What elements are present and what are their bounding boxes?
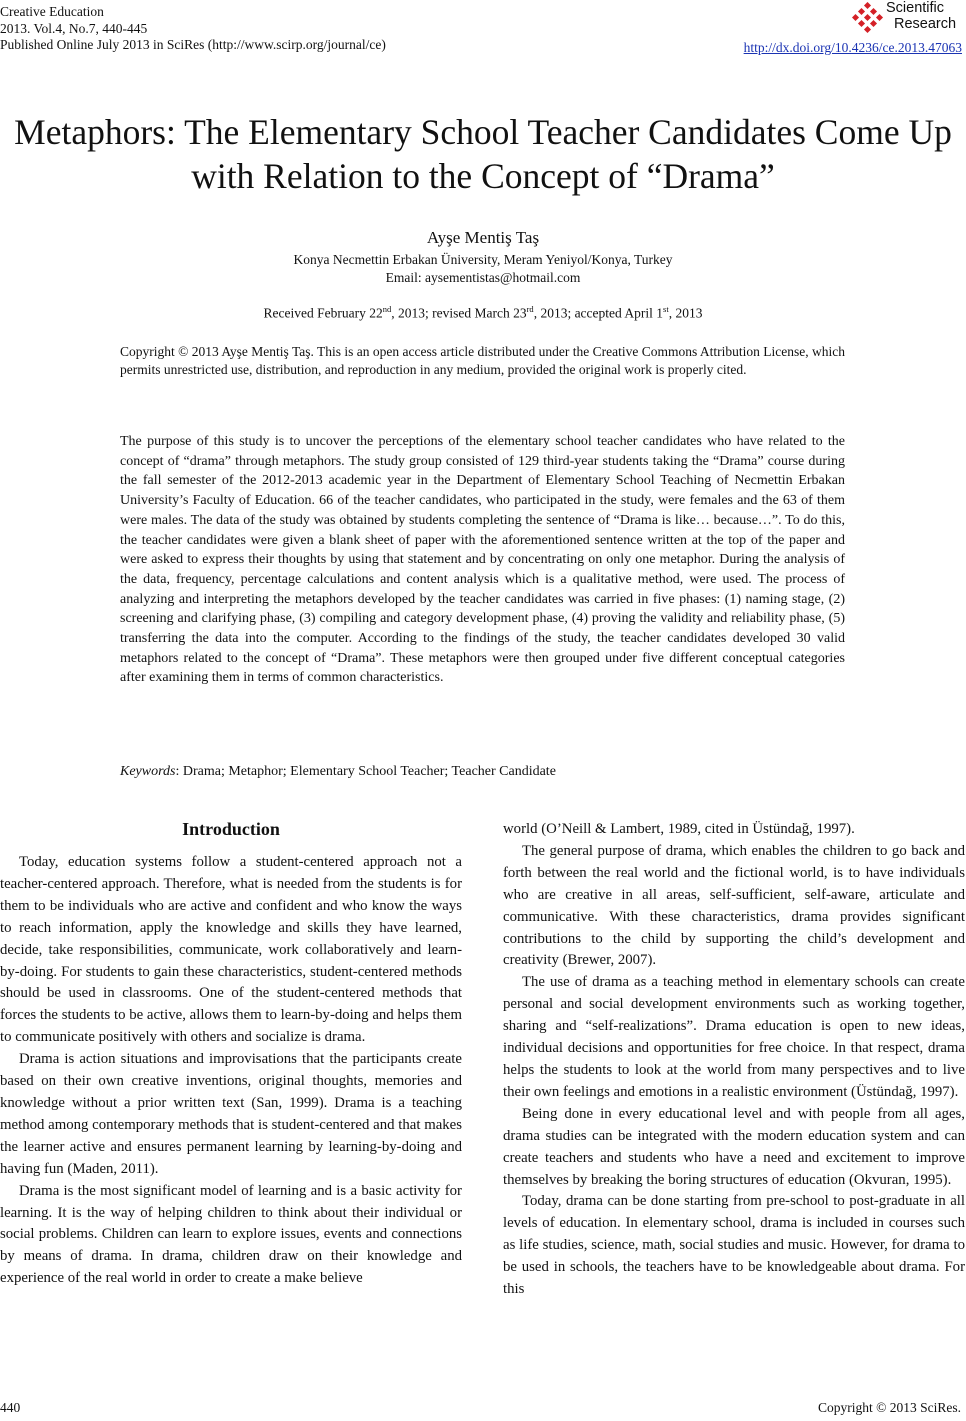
paragraph: Today, education systems follow a student-centered approach not a teacher-centered approach. Therefore, what is needed from the students is for them to be individuals who are active and confident and who know the ways to reach information, apply the knowledge and skills they have learned, decide, take responsibilities, communicate, work collaboratively and learn-by-doing. For students to gain these characteristics, student-centered methods should be used in classrooms. One of the student-centered methods that forces the students to be active, allows them to learn-by-doing and helps them to communicate positively with others and socialize is drama. xyxy=(0,854,462,1046)
keywords-list: : Drama; Metaphor; Elementary School Teacher; Teacher Candidate xyxy=(175,764,556,779)
paragraph: Today, drama can be done starting from pre-school to post-graduate in all levels of education. In elementary school, drama is included in courses such as life studies, science, math, social studies and music. However, for drama to be used in schools, the teachers have to be knowledgeable about drama. For this xyxy=(503,1193,965,1298)
published-online: Published Online July 2013 in SciRes (http://www.scirp.org/journal/ce) xyxy=(0,37,386,52)
accepted-text: , 2013; accepted April 1 xyxy=(533,305,664,321)
email: Email: aysementistas@hotmail.com xyxy=(385,270,581,285)
title-line-2: with Relation to the Concept of “Drama” xyxy=(191,156,775,196)
author-affiliation-block xyxy=(0,251,966,287)
section-heading-introduction: Introduction xyxy=(182,819,280,839)
paragraph: The use of drama as a teaching method in elementary schools can create personal and social development environments such as working together, sharing and “self-realizations”. Drama education is open to new ideas, individual decisions and opportunities for free choice. In that respect, drama helps the students to look at the world from many perspectives and to live their own feelings and emotions in a realistic environment (Üstündağ, 1997). xyxy=(503,974,965,1100)
page-number: 440 xyxy=(0,1400,21,1415)
journal-volume: 2013. Vol.4, No.7, 440-445 xyxy=(0,20,148,36)
scientific-research-logo xyxy=(852,0,962,36)
ordinal-suffix: st xyxy=(663,304,669,314)
ordinal-suffix: nd xyxy=(382,304,392,314)
logo-line-1: Scientific xyxy=(886,0,945,16)
author-name: Ayşe Mentiş Taş xyxy=(426,228,540,247)
right-column xyxy=(503,819,965,1301)
affiliation: Konya Necmettin Erbakan Üniversity, Meram Yeniyol/Konya, Turkey xyxy=(293,252,673,267)
paragraph: Being done in every educational level and with people from all ages, drama studies can be integrated with the modern education system and can create teachers and students who have a need and excitement to improve themselves by breaking the boring structures of education (Okvuran, 1995). xyxy=(503,1105,965,1188)
paragraph-continuation: world (O’Neill & Lambert, 1989, cited in Üstündağ, 1997). xyxy=(503,821,855,837)
journal-name: Creative Education xyxy=(0,4,104,19)
copyright-notice: Copyright © 2013 Ayşe Mentiş Taş. This is an open access article distributed under the Creative Commons Attribution License, which permits unrestricted use, distribution, and reproduction in any medium, provided the original work is properly cited. xyxy=(120,344,845,377)
logo-line-2: Research xyxy=(894,16,957,32)
ordinal-suffix: rd xyxy=(526,304,534,314)
paragraph: Drama is the most significant model of learning and is a basic activity for learning. It is the way of helping children to think about their individual or social problems. Children can learn to explore issues, events and connections by means of drama. In drama, children draw on their knowledge and experience of the real world in order to create a make believe xyxy=(0,1182,462,1287)
journal-header xyxy=(0,4,386,54)
doi-link[interactable]: http://dx.doi.org/10.4236/ce.2013.47063 xyxy=(743,40,962,55)
received-text: Received February 22 xyxy=(263,305,383,321)
revised-text: , 2013; revised March 23 xyxy=(391,305,527,321)
logo-diamond-icon xyxy=(852,2,884,34)
paragraph: Drama is action situations and improvisations that the participants create based on their own creative inventions, original thoughts, memories and knowledge without a prior written text (San, 1999). Drama is a teaching method among contemporary methods that is student-centered and that makes the learner active and ensures permanent learning by learning-by-doing and having fun (Maden, 2011). xyxy=(0,1051,462,1177)
keywords xyxy=(120,764,845,780)
footer-copyright: Copyright © 2013 SciRes. xyxy=(817,1400,961,1415)
keywords-label: Keywords xyxy=(120,764,176,779)
accepted-year: , 2013 xyxy=(668,305,703,321)
title-line-1: Metaphors: The Elementary School Teacher Candidates Come Up xyxy=(14,112,952,152)
left-column xyxy=(0,815,462,1290)
received-dates xyxy=(0,304,966,322)
paper-title xyxy=(0,110,966,198)
logo-text xyxy=(886,0,956,32)
abstract: The purpose of this study is to uncover the perceptions of the elementary school teacher candidates who have related to the concept of “drama” through metaphors. The study group consisted of 129 third-year students taking the “Drama” course during the fall semester of the 2012-2013 academic year in the Department of Elementary School Teaching of Necmettin Erbakan University’s Faculty of Education. 66 of the teacher candidates, who participated in the study, were females and the 63 of them were males. The data of the study was obtained by students completing the sentence of “Drama is like… because…”. To do this, the teacher candidates were given a blank sheet of paper with the aforementioned sentence written at the top of the paper and were asked to express their thoughts by using that statement and by concentrating on only one metaphor. During the analysis of the data, frequency, percentage calculations and content analysis which is a qualitative method, were used. The process of analyzing and interpreting the metaphors developed by the teacher candidates was carried in five phases: (1) naming stage, (2) screening and clarifying phase, (3) compiling and category development phase, (4) proving the validity and reliability phase, (5) transferring the data into the computer. According to the findings of the study, the teacher candidates developed 30 valid metaphors related to the concept of “Drama”. These metaphors were then grouped under five different conceptual categories after examining them in terms of common characteristics. xyxy=(120,434,845,686)
paragraph: The general purpose of drama, which enables the children to go back and forth between the real world and the fictional world, is to have individuals who are creative in all areas, self-sufficient, self-aware, articulate and communicative. With these characteristics, drama provides significant contributions to the child by supporting the child’s development and creativity (Brewer, 2007). xyxy=(503,842,965,969)
